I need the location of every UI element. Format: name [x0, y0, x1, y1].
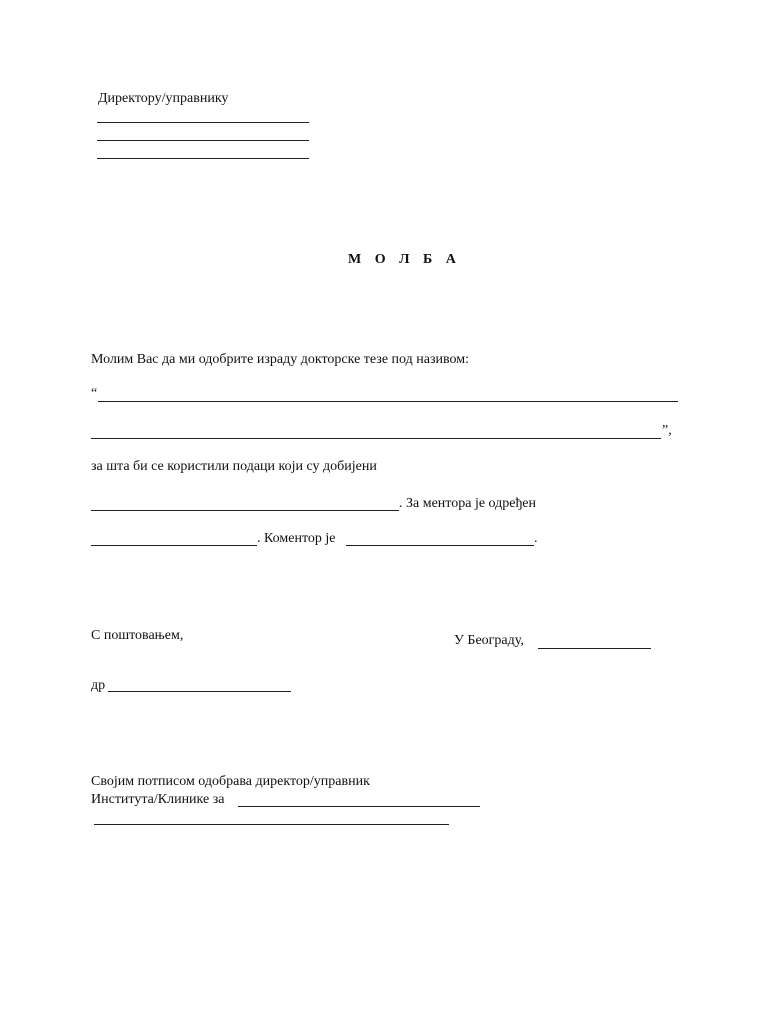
institute-name-line[interactable] — [238, 806, 480, 807]
comentor-text: . Коментор је — [257, 531, 336, 546]
comentor-name-line[interactable] — [346, 545, 534, 546]
place-text: У Београду, — [454, 633, 524, 648]
addressee-label: Директору/управнику — [98, 91, 229, 106]
signature-line[interactable] — [108, 691, 291, 692]
addressee-line-3[interactable] — [97, 158, 309, 159]
open-quote: “ — [91, 386, 98, 401]
data-source-line[interactable] — [91, 510, 399, 511]
request-text: Молим Вас да ми одобрите израду докторске тезе под називом: — [91, 352, 469, 367]
regards-text: С поштовањем, — [91, 628, 184, 643]
addressee-line-1[interactable] — [97, 122, 309, 123]
data-text: за шта би се користили подаци који су добијени — [91, 459, 377, 474]
mentor-name-line[interactable] — [91, 545, 257, 546]
approval-line-1: Својим потписом одобрава директор/управник — [91, 774, 370, 789]
director-signature-line[interactable] — [94, 824, 449, 825]
mentor-text: . За ментора је одређен — [399, 496, 536, 511]
dr-prefix: др — [91, 678, 106, 693]
approval-line-2: Института/Клинике за — [91, 792, 225, 807]
page-title: М О Л Б А — [348, 252, 461, 267]
end-period: . — [534, 531, 538, 546]
thesis-title-line-1[interactable] — [98, 401, 678, 402]
date-line[interactable] — [538, 648, 651, 649]
addressee-line-2[interactable] — [97, 140, 309, 141]
close-quote: ”, — [662, 423, 672, 438]
thesis-title-line-2[interactable] — [91, 438, 661, 439]
